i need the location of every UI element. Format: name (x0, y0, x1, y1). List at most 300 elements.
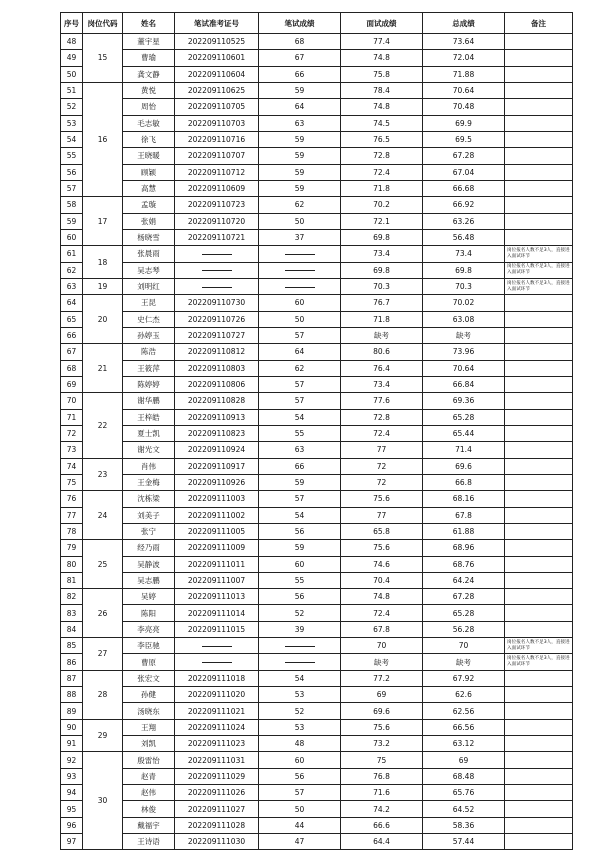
position-code-cell: 22 (83, 393, 123, 458)
candidate-name-cell: 史仁杰 (123, 311, 175, 327)
dash-mark (285, 662, 315, 663)
dash-mark (202, 287, 232, 288)
written-score-cell: 56 (259, 523, 341, 539)
total-score-cell: 69.36 (423, 393, 505, 409)
interview-score-cell: 77 (341, 442, 423, 458)
candidate-name-cell: 吴志鹏 (123, 572, 175, 588)
interview-score-cell: 75.8 (341, 66, 423, 82)
table-row (61, 131, 573, 147)
table-row (61, 703, 573, 719)
row-number-cell: 48 (61, 34, 83, 50)
written-score-cell: 50 (259, 311, 341, 327)
written-score-cell: 68 (259, 34, 341, 50)
interview-score-cell: 78.4 (341, 82, 423, 98)
interview-score-cell: 80.6 (341, 344, 423, 360)
ticket-cell: 202209110926 (175, 474, 259, 490)
interview-score-cell: 76.7 (341, 295, 423, 311)
interview-score-cell: 75.6 (341, 719, 423, 735)
ticket-cell: 202209111009 (175, 540, 259, 556)
written-score-cell: 56 (259, 768, 341, 784)
candidate-name-cell: 王金梅 (123, 474, 175, 490)
table-row (61, 34, 573, 50)
candidate-name-cell: 高慧 (123, 180, 175, 196)
candidate-name-cell: 吴静波 (123, 556, 175, 572)
candidate-name-cell: 王诗语 (123, 834, 175, 850)
row-number-cell: 79 (61, 540, 83, 556)
total-score-cell: 缺考 (423, 654, 505, 670)
row-number-cell: 66 (61, 327, 83, 343)
ticket-cell: 202209111031 (175, 752, 259, 768)
written-score-cell: 59 (259, 131, 341, 147)
row-number-cell: 83 (61, 605, 83, 621)
ticket-cell: 202209110604 (175, 66, 259, 82)
row-number-cell: 52 (61, 99, 83, 115)
header-remark: 备注 (505, 13, 573, 34)
header-name: 姓名 (123, 13, 175, 34)
position-code-cell: 28 (83, 670, 123, 719)
total-score-cell: 66.68 (423, 180, 505, 196)
position-code-cell: 19 (83, 278, 123, 294)
remark-cell (505, 197, 573, 213)
table-row (61, 768, 573, 784)
dash-mark (285, 254, 315, 255)
row-number-cell: 74 (61, 458, 83, 474)
ticket-cell: 202209111021 (175, 703, 259, 719)
row-number-cell: 54 (61, 131, 83, 147)
interview-score-cell: 67.8 (341, 621, 423, 637)
row-number-cell: 97 (61, 834, 83, 850)
ticket-cell (175, 638, 259, 654)
candidate-name-cell: 汤晓东 (123, 703, 175, 719)
row-number-cell: 58 (61, 197, 83, 213)
row-number-cell: 95 (61, 801, 83, 817)
total-score-cell: 66.56 (423, 719, 505, 735)
table-row (61, 458, 573, 474)
row-number-cell: 51 (61, 82, 83, 98)
total-score-cell: 67.92 (423, 670, 505, 686)
written-score-cell: 57 (259, 376, 341, 392)
table-row (61, 752, 573, 768)
position-code-cell: 15 (83, 34, 123, 83)
remark-cell (505, 768, 573, 784)
interview-score-cell: 缺考 (341, 327, 423, 343)
total-score-cell: 56.28 (423, 621, 505, 637)
row-number-cell: 67 (61, 344, 83, 360)
score-table-sheet (60, 12, 572, 847)
total-score-cell: 71.88 (423, 66, 505, 82)
total-score-cell: 68.48 (423, 768, 505, 784)
remark-cell (505, 687, 573, 703)
candidate-name-cell: 曹瑜 (123, 50, 175, 66)
row-number-cell: 76 (61, 491, 83, 507)
candidate-name-cell: 吴婷 (123, 589, 175, 605)
written-score-cell: 59 (259, 82, 341, 98)
interview-score-cell: 缺考 (341, 654, 423, 670)
row-number-cell: 60 (61, 229, 83, 245)
candidate-name-cell: 徐飞 (123, 131, 175, 147)
interview-score-cell: 72.8 (341, 148, 423, 164)
candidate-name-cell: 张宁 (123, 523, 175, 539)
remark-cell (505, 474, 573, 490)
ticket-cell: 202209111020 (175, 687, 259, 703)
interview-score-cell: 69.8 (341, 229, 423, 245)
interview-score-cell: 77.2 (341, 670, 423, 686)
ticket-cell: 202209111013 (175, 589, 259, 605)
written-score-cell: 60 (259, 295, 341, 311)
interview-score-cell: 75 (341, 752, 423, 768)
table-row (61, 115, 573, 131)
table-row (61, 687, 573, 703)
candidate-name-cell: 王翔 (123, 719, 175, 735)
candidate-name-cell: 李亮亮 (123, 621, 175, 637)
table-row (61, 654, 573, 670)
interview-score-cell: 70 (341, 638, 423, 654)
dash-mark (202, 254, 232, 255)
total-score-cell: 69 (423, 752, 505, 768)
written-score-cell: 57 (259, 393, 341, 409)
written-score-cell: 52 (259, 703, 341, 719)
candidate-name-cell: 谢光文 (123, 442, 175, 458)
table-row (61, 99, 573, 115)
written-score-cell: 64 (259, 99, 341, 115)
interview-score-cell: 72.4 (341, 164, 423, 180)
candidate-name-cell: 孙健 (123, 687, 175, 703)
ticket-cell: 202209111024 (175, 719, 259, 735)
total-score-cell: 66.84 (423, 376, 505, 392)
header-position-code: 岗位代码 (83, 13, 123, 34)
remark-cell (505, 458, 573, 474)
total-score-cell: 63.12 (423, 736, 505, 752)
row-number-cell: 59 (61, 213, 83, 229)
candidate-name-cell: 孟璇 (123, 197, 175, 213)
ticket-cell: 202209111011 (175, 556, 259, 572)
row-number-cell: 75 (61, 474, 83, 490)
remark-cell (505, 131, 573, 147)
ticket-cell: 202209110601 (175, 50, 259, 66)
candidate-name-cell: 张宏文 (123, 670, 175, 686)
total-score-cell: 65.44 (423, 425, 505, 441)
interview-score-cell: 70.2 (341, 197, 423, 213)
remark-cell (505, 589, 573, 605)
table-row (61, 474, 573, 490)
remark-cell (505, 50, 573, 66)
written-score-cell: 63 (259, 442, 341, 458)
row-number-cell: 56 (61, 164, 83, 180)
table-row (61, 360, 573, 376)
candidate-name-cell: 李臣驰 (123, 638, 175, 654)
interview-score-cell: 77 (341, 507, 423, 523)
remark-cell (505, 180, 573, 196)
written-score-cell: 66 (259, 66, 341, 82)
table-row (61, 311, 573, 327)
total-score-cell: 65.28 (423, 605, 505, 621)
total-score-cell: 62.56 (423, 703, 505, 719)
interview-score-cell: 72 (341, 474, 423, 490)
table-row (61, 246, 573, 262)
candidate-name-cell: 沈栋梁 (123, 491, 175, 507)
table-row (61, 262, 573, 278)
total-score-cell: 71.4 (423, 442, 505, 458)
written-score-cell: 59 (259, 180, 341, 196)
row-number-cell: 91 (61, 736, 83, 752)
ticket-cell: 202209110721 (175, 229, 259, 245)
total-score-cell: 70.64 (423, 360, 505, 376)
written-score-cell: 54 (259, 409, 341, 425)
candidate-name-cell: 戴福宇 (123, 817, 175, 833)
interview-score-cell: 74.8 (341, 99, 423, 115)
table-row (61, 344, 573, 360)
row-number-cell: 53 (61, 115, 83, 131)
remark-cell (505, 507, 573, 523)
position-code-cell: 26 (83, 589, 123, 638)
total-score-cell: 70.48 (423, 99, 505, 115)
position-code-cell: 25 (83, 540, 123, 589)
written-score-cell: 63 (259, 115, 341, 131)
interview-score-cell: 77.6 (341, 393, 423, 409)
remark-cell (505, 376, 573, 392)
written-score-cell: 57 (259, 491, 341, 507)
written-score-cell (259, 278, 341, 294)
remark-cell (505, 229, 573, 245)
header-row (61, 13, 573, 34)
candidate-name-cell: 赵青 (123, 768, 175, 784)
row-number-cell: 63 (61, 278, 83, 294)
interview-score-cell: 72.4 (341, 425, 423, 441)
remark-cell: 岗位报名人数不足3人，直接进入面试环节 (505, 638, 573, 654)
row-number-cell: 70 (61, 393, 83, 409)
total-score-cell: 61.88 (423, 523, 505, 539)
interview-score-cell: 64.4 (341, 834, 423, 850)
written-score-cell: 60 (259, 556, 341, 572)
table-row (61, 164, 573, 180)
ticket-cell: 202209111005 (175, 523, 259, 539)
written-score-cell: 56 (259, 589, 341, 605)
written-score-cell: 47 (259, 834, 341, 850)
written-score-cell: 55 (259, 572, 341, 588)
remark-cell (505, 621, 573, 637)
table-row (61, 278, 573, 294)
total-score-cell: 63.08 (423, 311, 505, 327)
header-total-score: 总成绩 (423, 13, 505, 34)
interview-score-cell: 76.5 (341, 131, 423, 147)
table-row (61, 589, 573, 605)
total-score-cell: 70 (423, 638, 505, 654)
header-written-score: 笔试成绩 (259, 13, 341, 34)
remark-cell (505, 213, 573, 229)
ticket-cell: 202209110924 (175, 442, 259, 458)
position-code-cell: 17 (83, 197, 123, 246)
remark-cell (505, 409, 573, 425)
row-number-cell: 88 (61, 687, 83, 703)
total-score-cell: 64.24 (423, 572, 505, 588)
dash-mark (285, 287, 315, 288)
remark-cell (505, 99, 573, 115)
ticket-cell: 202209111029 (175, 768, 259, 784)
written-score-cell: 59 (259, 540, 341, 556)
remark-cell (505, 523, 573, 539)
written-score-cell: 67 (259, 50, 341, 66)
interview-score-cell: 74.2 (341, 801, 423, 817)
interview-score-cell: 75.6 (341, 540, 423, 556)
ticket-cell: 202209111026 (175, 785, 259, 801)
interview-score-cell: 69.8 (341, 262, 423, 278)
row-number-cell: 89 (61, 703, 83, 719)
interview-score-cell: 69.6 (341, 703, 423, 719)
candidate-name-cell: 谢华鹏 (123, 393, 175, 409)
position-code-cell: 29 (83, 719, 123, 752)
table-row (61, 540, 573, 556)
total-score-cell: 69.6 (423, 458, 505, 474)
candidate-name-cell: 王晓暖 (123, 148, 175, 164)
written-score-cell: 53 (259, 687, 341, 703)
position-code-cell: 21 (83, 344, 123, 393)
row-number-cell: 81 (61, 572, 83, 588)
ticket-cell (175, 278, 259, 294)
written-score-cell: 62 (259, 360, 341, 376)
written-score-cell (259, 638, 341, 654)
total-score-cell: 68.16 (423, 491, 505, 507)
interview-score-cell: 73.2 (341, 736, 423, 752)
table-row (61, 197, 573, 213)
row-number-cell: 57 (61, 180, 83, 196)
remark-cell (505, 425, 573, 441)
dash-mark (202, 270, 232, 271)
interview-score-cell: 73.4 (341, 246, 423, 262)
total-score-cell: 64.52 (423, 801, 505, 817)
row-number-cell: 93 (61, 768, 83, 784)
interview-score-cell: 73.4 (341, 376, 423, 392)
remark-cell (505, 572, 573, 588)
written-score-cell: 57 (259, 327, 341, 343)
table-row (61, 442, 573, 458)
table-row (61, 719, 573, 735)
written-score-cell: 59 (259, 164, 341, 180)
table-row (61, 638, 573, 654)
table-row (61, 393, 573, 409)
dash-mark (202, 662, 232, 663)
candidate-name-cell: 龚文静 (123, 66, 175, 82)
candidate-name-cell: 王梓皓 (123, 409, 175, 425)
ticket-cell: 202209110806 (175, 376, 259, 392)
total-score-cell: 73.64 (423, 34, 505, 50)
ticket-cell (175, 654, 259, 670)
remark-cell (505, 66, 573, 82)
total-score-cell: 65.28 (423, 409, 505, 425)
remark-cell: 岗位报名人数不足3人，直接进入面试环节 (505, 654, 573, 670)
table-row (61, 817, 573, 833)
interview-score-cell: 71.8 (341, 311, 423, 327)
candidate-name-cell: 陈浩 (123, 344, 175, 360)
ticket-cell: 202209110727 (175, 327, 259, 343)
interview-score-cell: 72.8 (341, 409, 423, 425)
table-row (61, 834, 573, 850)
total-score-cell: 70.02 (423, 295, 505, 311)
row-number-cell: 84 (61, 621, 83, 637)
interview-score-cell: 71.8 (341, 180, 423, 196)
ticket-cell: 202209111023 (175, 736, 259, 752)
candidate-name-cell: 黄悦 (123, 82, 175, 98)
written-score-cell: 53 (259, 719, 341, 735)
written-score-cell: 54 (259, 670, 341, 686)
interview-score-cell: 70.3 (341, 278, 423, 294)
remark-cell (505, 442, 573, 458)
candidate-name-cell: 毛志敏 (123, 115, 175, 131)
remark-cell (505, 115, 573, 131)
written-score-cell (259, 262, 341, 278)
interview-score-cell: 71.6 (341, 785, 423, 801)
remark-cell (505, 736, 573, 752)
ticket-cell: 202209111003 (175, 491, 259, 507)
position-code-cell: 23 (83, 458, 123, 491)
remark-cell (505, 801, 573, 817)
ticket-cell: 202209110723 (175, 197, 259, 213)
ticket-cell: 202209110609 (175, 180, 259, 196)
written-score-cell: 62 (259, 197, 341, 213)
candidate-name-cell: 刘明红 (123, 278, 175, 294)
remark-cell (505, 148, 573, 164)
row-number-cell: 77 (61, 507, 83, 523)
row-number-cell: 73 (61, 442, 83, 458)
candidate-name-cell: 吴志琴 (123, 262, 175, 278)
remark-cell (505, 719, 573, 735)
total-score-cell: 缺考 (423, 327, 505, 343)
total-score-cell: 70.3 (423, 278, 505, 294)
candidate-name-cell: 夏士凯 (123, 425, 175, 441)
written-score-cell: 48 (259, 736, 341, 752)
row-number-cell: 87 (61, 670, 83, 686)
row-number-cell: 86 (61, 654, 83, 670)
interview-score-cell: 69 (341, 687, 423, 703)
interview-score-cell: 76.8 (341, 768, 423, 784)
total-score-cell: 70.64 (423, 82, 505, 98)
written-score-cell: 55 (259, 425, 341, 441)
row-number-cell: 61 (61, 246, 83, 262)
row-number-cell: 78 (61, 523, 83, 539)
total-score-cell: 67.28 (423, 589, 505, 605)
table-row (61, 82, 573, 98)
written-score-cell: 60 (259, 752, 341, 768)
ticket-cell: 202209110716 (175, 131, 259, 147)
remark-cell (505, 834, 573, 850)
table-row (61, 556, 573, 572)
candidate-name-cell: 顾颖 (123, 164, 175, 180)
table-row (61, 409, 573, 425)
interview-score-cell: 72 (341, 458, 423, 474)
row-number-cell: 85 (61, 638, 83, 654)
total-score-cell: 73.4 (423, 246, 505, 262)
row-number-cell: 65 (61, 311, 83, 327)
table-row (61, 670, 573, 686)
written-score-cell: 64 (259, 344, 341, 360)
score-table-body (61, 34, 573, 850)
total-score-cell: 66.92 (423, 197, 505, 213)
candidate-name-cell: 孙婷玉 (123, 327, 175, 343)
remark-cell: 岗位报名人数不足3人，直接进入面试环节 (505, 278, 573, 294)
remark-cell (505, 703, 573, 719)
remark-cell (505, 360, 573, 376)
row-number-cell: 68 (61, 360, 83, 376)
total-score-cell: 67.8 (423, 507, 505, 523)
table-row (61, 327, 573, 343)
table-row (61, 295, 573, 311)
total-score-cell: 62.6 (423, 687, 505, 703)
position-code-cell: 30 (83, 752, 123, 850)
written-score-cell: 66 (259, 458, 341, 474)
header-no: 序号 (61, 13, 83, 34)
ticket-cell: 202209110712 (175, 164, 259, 180)
row-number-cell: 94 (61, 785, 83, 801)
written-score-cell: 50 (259, 213, 341, 229)
